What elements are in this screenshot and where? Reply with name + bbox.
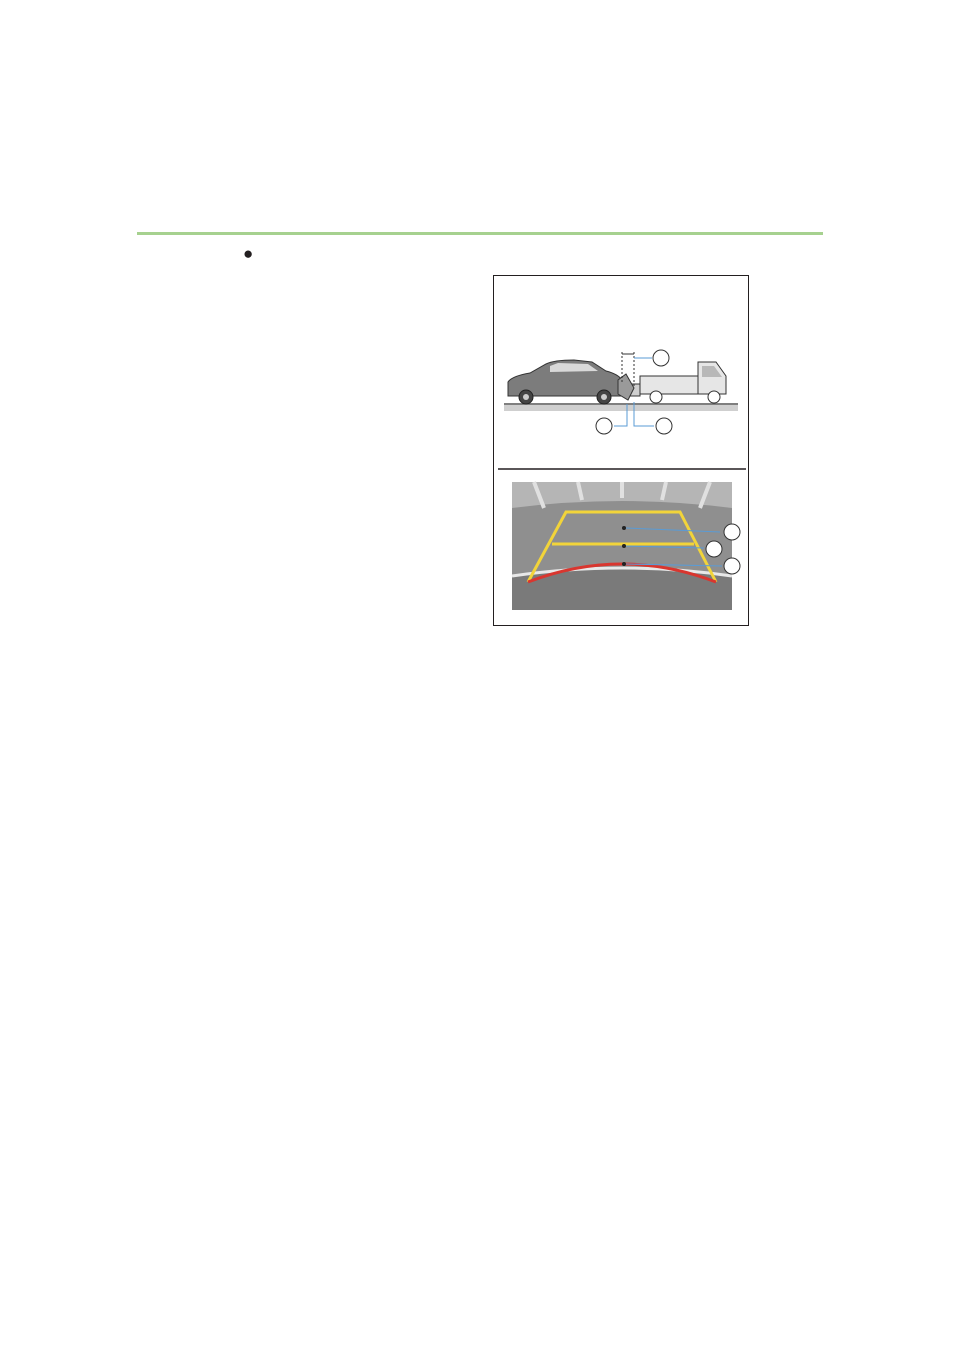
ground — [504, 404, 738, 411]
figure-panel — [493, 275, 749, 626]
illustration — [494, 276, 750, 627]
bullet-heading — [243, 244, 256, 264]
car-illustration — [508, 360, 622, 404]
header-rule — [137, 232, 823, 235]
bullet-icon: ● — [243, 244, 254, 263]
